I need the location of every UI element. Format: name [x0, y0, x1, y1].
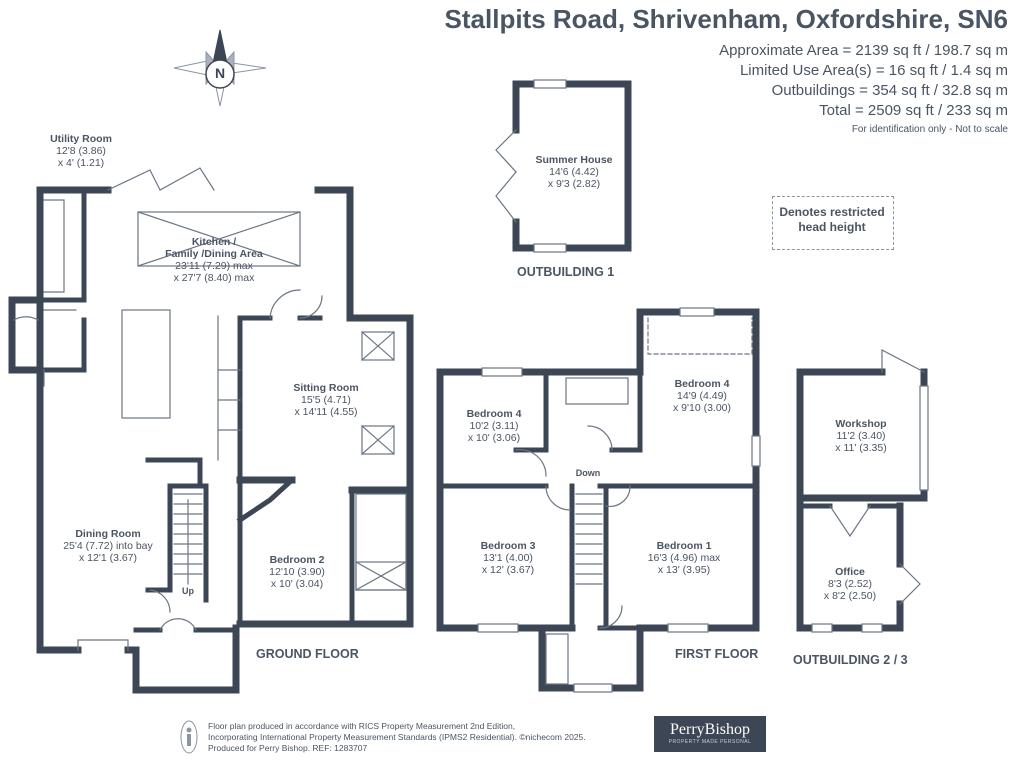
room-dining: Dining Room 25'4 (7.72) into bay x 12'1 (3.67) — [63, 528, 153, 564]
floor-label-first: FIRST FLOOR — [675, 647, 759, 661]
stairs-up-label: Up — [182, 586, 194, 596]
restricted-height-legend: Denotes restricted head height — [779, 205, 885, 234]
floor-label-outbuilding-1: OUTBUILDING 1 — [517, 265, 615, 279]
area-total: Total = 2509 sq ft / 233 sq m — [819, 102, 1008, 119]
room-bedroom-4b: Bedroom 4 14'9 (4.49) x 9'10 (3.00) — [672, 378, 732, 414]
room-bedroom-1: Bedroom 1 16'3 (4.96) max x 13' (3.95) — [647, 540, 721, 576]
area-limited-use: Limited Use Area(s) = 16 sq ft / 1.4 sq m — [739, 62, 1008, 79]
person-icon — [180, 720, 198, 754]
room-bedroom-4a: Bedroom 4 10'2 (3.11) x 10' (3.06) — [466, 408, 522, 444]
stairs-down-label: Down — [575, 468, 601, 478]
floor-label-outbuilding-2-3: OUTBUILDING 2 / 3 — [793, 653, 908, 667]
room-office: Office 8'3 (2.52) x 8'2 (2.50) — [823, 566, 877, 602]
area-outbuildings: Outbuildings = 354 sq ft / 32.8 sq m — [771, 82, 1008, 99]
area-approximate: Approximate Area = 2139 sq ft / 198.7 sq m — [719, 42, 1008, 59]
compass-north-label: N — [214, 65, 226, 81]
room-summer-house: Summer House 14'6 (4.42) x 9'3 (2.82) — [535, 154, 613, 190]
disclaimer: For identification only - Not to scale — [851, 124, 1008, 135]
perry-bishop-logo: PerryBishop PROPERTY MADE PERSONAL — [654, 716, 766, 752]
page-title: Stallpits Road, Shrivenham, Oxfordshire, SN6 — [444, 4, 1008, 34]
footer-notes: Floor plan produced in accordance with RICS Property Measurement 2nd Edition, Incorporating International Property Measurement Standards (IPMS2 Residential). ©nichecom 2025. Produced for Perry Bishop. REF: 1283707 — [208, 721, 586, 753]
room-kitchen: Kitchen / Family /Dining Area 23'11 (7.29) max x 27'7 (8.40) max — [165, 236, 263, 284]
room-workshop: Workshop 11'2 (3.40) x 11' (3.35) — [835, 418, 887, 454]
room-bedroom-2: Bedroom 2 12'10 (3.90) x 10' (3.04) — [269, 554, 325, 590]
room-sitting: Sitting Room 15'5 (4.71) x 14'11 (4.55) — [293, 382, 359, 418]
room-utility: Utility Room 12'8 (3.86) x 4' (1.21) — [50, 133, 112, 169]
floor-label-ground: GROUND FLOOR — [256, 647, 359, 661]
room-bedroom-3: Bedroom 3 13'1 (4.00) x 12' (3.67) — [480, 540, 536, 576]
